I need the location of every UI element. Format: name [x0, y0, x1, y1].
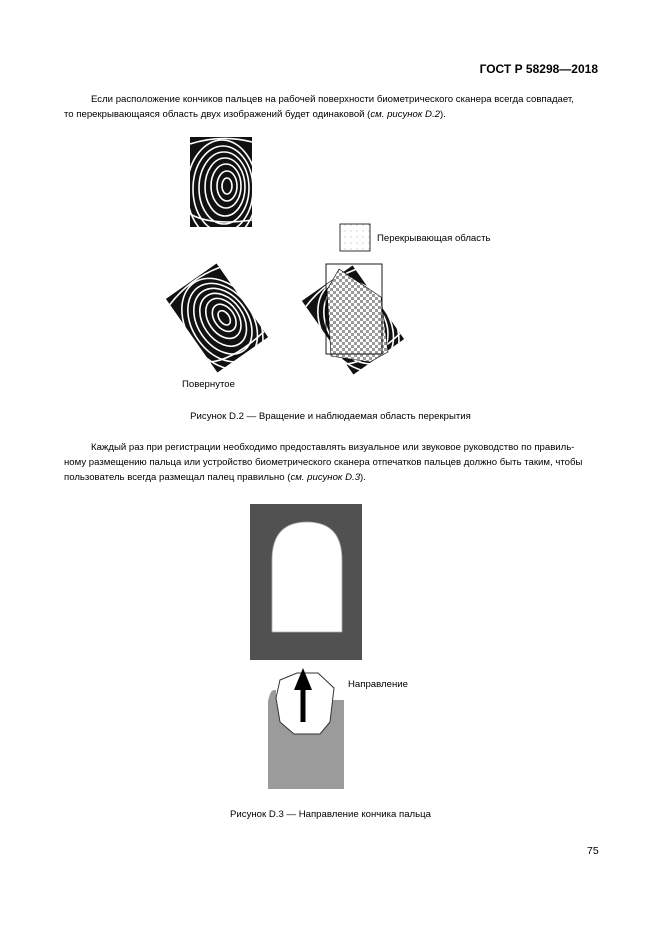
rotated-label: Повернутое — [182, 379, 235, 390]
fingerprint-upright — [187, 137, 257, 240]
overlap-region — [327, 269, 388, 362]
page-number: 75 — [587, 845, 599, 857]
direction-label: Направление — [348, 679, 408, 690]
figure-d2-caption: Рисунок D.2 — Вращение и наблюдаемая область перекрытия — [190, 411, 471, 422]
overlap-legend-label: Перекрывающая область — [377, 233, 491, 244]
document-header: ГОСТ Р 58298—2018 — [479, 62, 598, 76]
paragraph-guidance — [64, 440, 598, 485]
finger-placement-window — [272, 522, 342, 632]
fingerprint-rotated — [163, 260, 279, 385]
figure-reference: см. рисунок D.2 — [370, 109, 440, 120]
overlap-diagram — [299, 262, 415, 387]
overlap-legend-swatch — [340, 224, 370, 251]
paragraph-line: Если расположение кончиков пальцев на рабочей поверхности биометрического сканера всегда совпадает, — [91, 94, 574, 105]
paragraph-line: то перекрывающаяся область двух изображений будет одинаковой (см. рисунок D.2). — [64, 109, 446, 120]
scanner-diagram — [250, 504, 362, 660]
finger-diagram — [268, 668, 344, 789]
figure-d3-caption: Рисунок D.3 — Направление кончика пальца — [230, 809, 431, 820]
paragraph-line: Каждый раз при регистрации необходимо предоставлять визуальное или звуковое руководство по правиль- — [91, 442, 575, 453]
paragraph-line: пользователь всегда размещал палец правильно (см. рисунок D.3). — [64, 472, 366, 483]
figure-reference: см. рисунок D.3 — [290, 472, 361, 483]
paragraph-line: ному размещению пальца или устройство биометрического сканера отпечатков пальцев должно быть таким, чтобы — [64, 457, 583, 468]
